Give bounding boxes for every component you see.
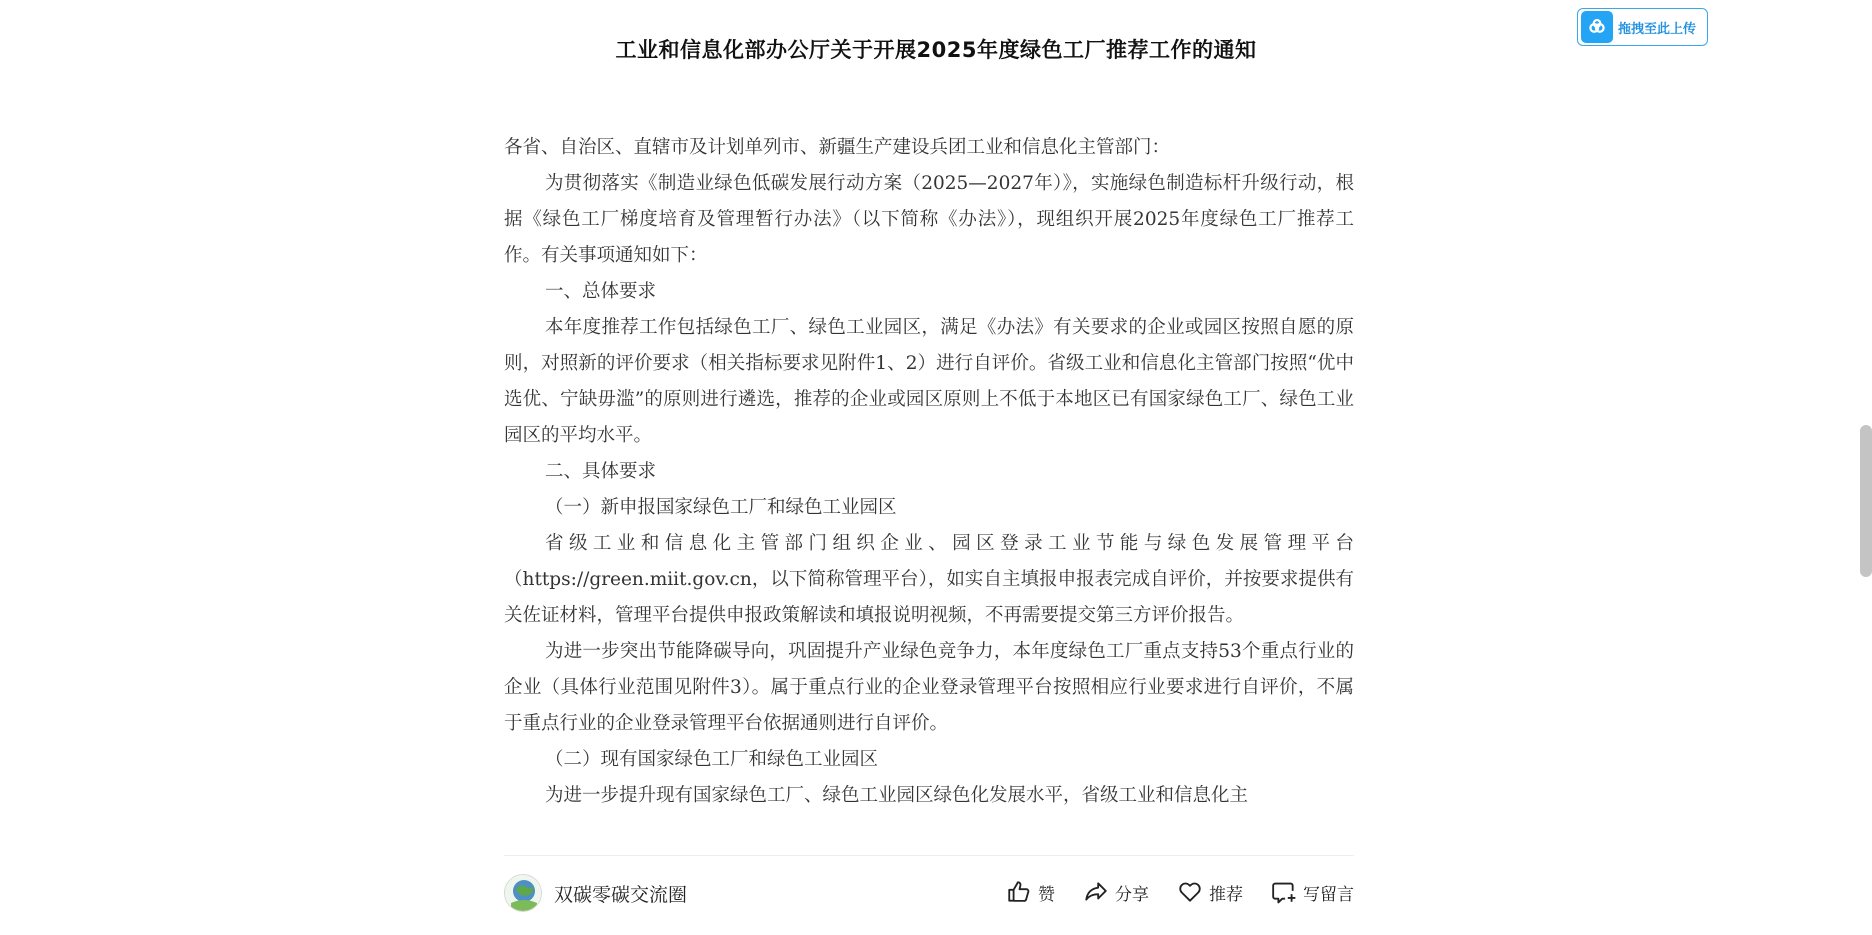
like-button[interactable] bbox=[1006, 879, 1055, 905]
share-button[interactable] bbox=[1083, 879, 1149, 905]
article-footer bbox=[504, 874, 1354, 918]
paragraph-salutation: 各省、自治区、直辖市及计划单列市、新疆生产建设兵团工业和信息化主管部门： bbox=[504, 137, 1171, 158]
avatar bbox=[504, 874, 542, 912]
share-icon bbox=[1083, 879, 1109, 905]
comment-button[interactable] bbox=[1271, 879, 1354, 905]
recommend-label: 推荐 bbox=[1209, 884, 1243, 905]
paragraph-key-industries: 为进一步突出节能降碳导向，巩固提升产业绿色竞争力，本年度绿色工厂重点支持53个重点行业的企业（具体行业范围见附件3）。属于重点行业的企业登录管理平台按照相应行业要求进行自评价，不属于重点行业的企业登录管理平台依据通则进行自评价。 bbox=[504, 641, 1354, 734]
paragraph-existing: 为进一步提升现有国家绿色工厂、绿色工业园区绿色化发展水平，省级工业和信息化主 bbox=[545, 785, 1249, 806]
upload-label: 拖拽至此上传 bbox=[1618, 21, 1697, 37]
section-heading-general: 一、总体要求 bbox=[545, 281, 657, 302]
account-name: 双碳零碳交流圈 bbox=[554, 883, 688, 906]
comment-label: 写留言 bbox=[1303, 884, 1354, 905]
subsection-heading-existing: （二）现有国家绿色工厂和绿色工业园区 bbox=[545, 749, 879, 770]
account-link[interactable] bbox=[504, 874, 687, 912]
paragraph-platform: 省级工业和信息化主管部门组织企业、园区登录工业节能与绿色发展管理平台（https://green.miit.gov.cn，以下简称管理平台），如实自主填报申报表完成自评价，并按要求提供有关佐证材料，管理平台提供申报政策解读和填报说明视频，不再需要提交第三方评价报告。 bbox=[504, 533, 1354, 626]
article-title: 工业和信息化部办公厅关于开展2025年度绿色工厂推荐工作的通知 bbox=[615, 38, 1257, 62]
paragraph-general: 本年度推荐工作包括绿色工厂、绿色工业园区，满足《办法》有关要求的企业或园区按照自愿的原则，对照新的评价要求（相关指标要求见附件1、2）进行自评价。省级工业和信息化主管部门按照“优中选优、宁缺毋滥”的原则进行遴选，推荐的企业或园区原则上不低于本地区已有国家绿色工厂、绿色工业园区的平均水平。 bbox=[504, 317, 1354, 446]
subsection-heading-new: （一）新申报国家绿色工厂和绿色工业园区 bbox=[545, 497, 897, 518]
like-label: 赞 bbox=[1038, 884, 1055, 905]
action-bar bbox=[978, 879, 1354, 905]
share-label: 分享 bbox=[1115, 884, 1149, 905]
paragraph-intro: 为贯彻落实《制造业绿色低碳发展行动方案（2025—2027年）》，实施绿色制造标杆升级行动，根据《绿色工厂梯度培育及管理暂行办法》（以下简称《办法》），现组织开展2025年度绿色工厂推荐工作。有关事项通知如下： bbox=[504, 173, 1354, 266]
scrollbar-thumb[interactable] bbox=[1860, 425, 1872, 577]
thumbs-up-icon bbox=[1006, 879, 1032, 905]
cloud-upload-icon bbox=[1581, 11, 1613, 43]
drag-upload-button[interactable] bbox=[1577, 8, 1708, 46]
footer-divider bbox=[504, 855, 1354, 856]
comment-icon bbox=[1271, 879, 1297, 905]
article-body bbox=[504, 130, 1354, 853]
heart-icon bbox=[1177, 879, 1203, 905]
section-heading-specific: 二、具体要求 bbox=[545, 461, 657, 482]
recommend-button[interactable] bbox=[1177, 879, 1243, 905]
